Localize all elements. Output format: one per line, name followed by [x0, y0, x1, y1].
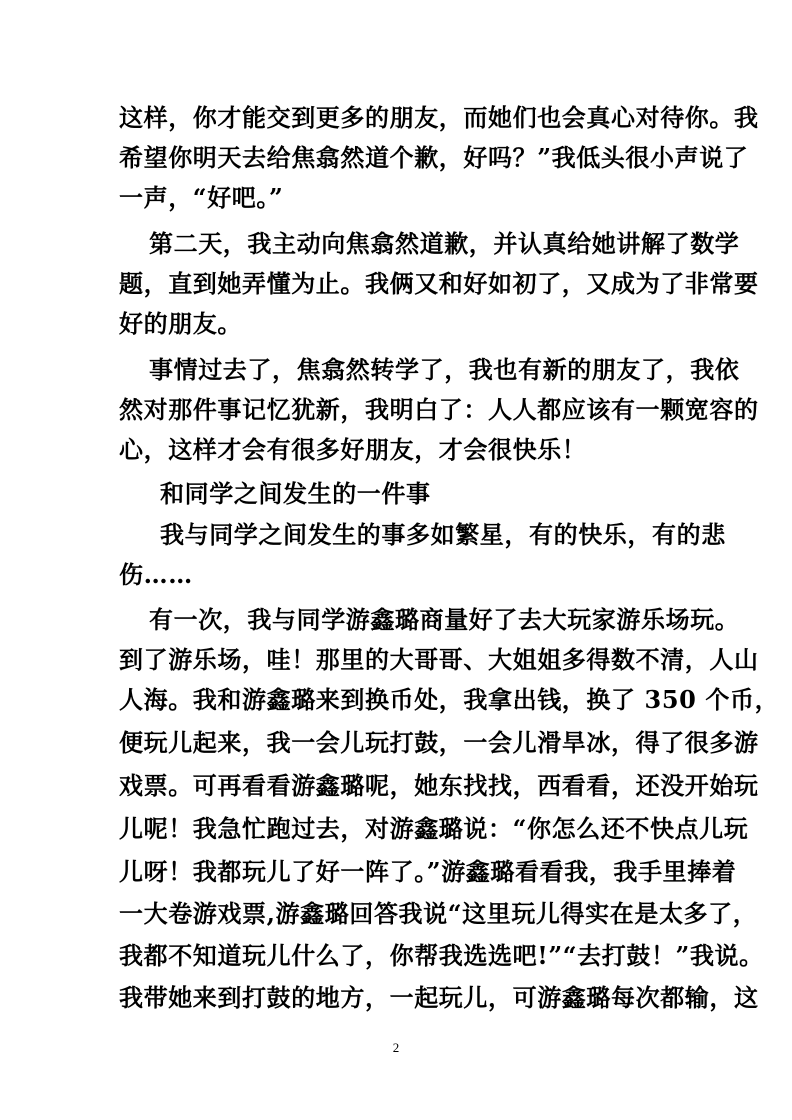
text-line: 伤……: [119, 560, 193, 589]
text-line: 戏票。可再看看游鑫璐呢，她东找找，西看看，还没开始玩: [119, 771, 759, 800]
text-line: 儿呢！我急忙跑过去，对游鑫璐说：“你怎么还不快点儿玩: [119, 814, 749, 843]
text-line: 人海。我和游鑫璐来到换币处，我拿出钱，换了 350 个币，: [119, 685, 780, 714]
text-line: 儿呀！我都玩儿了好一阵了。”游鑫璐看看我，我手里捧着: [119, 857, 737, 886]
text-line: 到了游乐场，哇！那里的大哥哥、大姐姐多得数不清，人山: [119, 645, 759, 674]
text-line: 一大卷游戏票,游鑫璐回答我说“这里玩儿得实在是太多了，: [119, 899, 758, 928]
text-line: 题，直到她弄懂为止。我俩又和好如初了，又成为了非常要: [119, 269, 759, 298]
text-line: 我带她来到打鼓的地方，一起玩儿，可游鑫璐每次都输，这: [119, 983, 759, 1012]
section-title: 和同学之间发生的一件事: [160, 479, 431, 508]
text-line: 这样，你才能交到更多的朋友，而她们也会真心对待你。我: [119, 103, 759, 132]
text-line: 希望你明天去给焦翕然道个歉，好吗？”我低头很小声说了: [119, 143, 749, 172]
text-line: 心，这样才会有很多好朋友，才会很快乐！: [119, 435, 587, 464]
paragraph-first-line: 事情过去了，焦翕然转学了，我也有新的朋友了，我依: [149, 355, 740, 384]
text-line: 好的朋友。: [119, 309, 242, 338]
text-line: 一声，“好吧。”: [119, 183, 284, 212]
text-line: 便玩儿起来，我一会儿玩打鼓，一会儿滑旱冰，得了很多游: [119, 728, 759, 757]
paragraph-first-line: 第二天，我主动向焦翕然道歉，并认真给她讲解了数学: [149, 229, 740, 258]
text-line: 然对那件事记忆犹新，我明白了：人人都应该有一颗宽容的: [119, 395, 759, 424]
page-number: 2: [392, 1040, 400, 1055]
paragraph-first-line: 有一次，我与同学游鑫璐商量好了去大玩家游乐场玩。: [149, 605, 740, 634]
paragraph-first-line: 我与同学之间发生的事多如繁星，有的快乐，有的悲: [160, 520, 726, 549]
text-line: 我都不知道玩儿什么了，你帮我选选吧!”“去打鼓！”我说。: [119, 941, 764, 970]
